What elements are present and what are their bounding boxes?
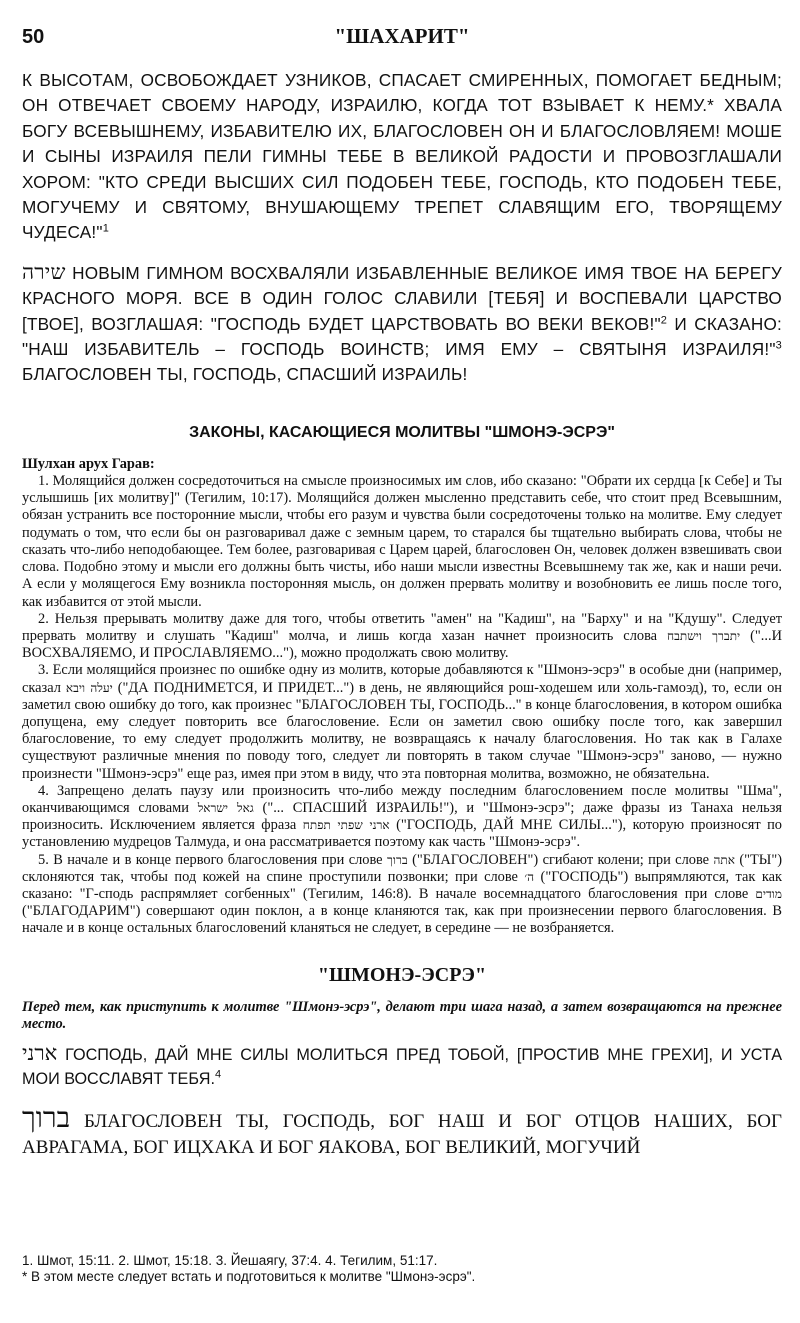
law-5-text-a: 5. В начале и в конце первого благословения при слове [38, 851, 383, 868]
footnote-star: * В этом месте следует встать и подготовиться к молитве "Шмонэ-эсрэ". [22, 1269, 476, 1284]
instruction-text: Перед тем, как приступить к молитве "Шмонэ-эсрэ", делают три шага назад, а затем возвращаются на прежнее место. [22, 998, 782, 1032]
footnote-references: 1. Шмот, 15:11. 2. Шмот, 15:18. 3. Йешаягу, 37:4. 4. Тегилим, 51:17. [22, 1253, 438, 1268]
footnote-ref-4: 4 [214, 1068, 222, 1081]
law-2-hebrew: יתברך וישתבח [667, 628, 741, 643]
law-2 [22, 611, 782, 663]
law-3-hebrew: יעלה ויבא [65, 680, 113, 695]
laws-block [22, 456, 782, 938]
law-5-hebrew: ברוך [386, 852, 408, 867]
laws-source: Шулхан арух Гарав: [22, 455, 155, 472]
law-5-hebrew-3: ה׳ [524, 869, 535, 884]
law-5-text-c: ("ТЫ") склоняются так, чтобы под кожей на спине проступили позвонки; при слове [22, 851, 782, 885]
law-5-text-d: ("ГОСПОДЬ") выпрямляются, так как сказано: "Г-сподь распрямляет согбенных" (Тегилим, 146:8). В начале восемнадцатого благословения при слове [22, 868, 782, 902]
paragraph-2-text-c: БЛАГОСЛОВЕН ТЫ, ГОСПОДЬ, СПАСШИЙ ИЗРАИЛЬ! [22, 364, 468, 385]
paragraph-2-text-a: НОВЫМ ГИМНОМ ВОСХВАЛЯЛИ ИЗБАВЛЕННЫЕ ВЕЛИКОЕ ИМЯ ТВОЕ НА БЕРЕГУ КРАСНОГО МОРЯ. ВСЕ В ОДИН ГОЛОС СЛАВИЛИ [ТЕБЯ] И ВОСПЕВАЛИ ЦАРСТВО [ТВОЕ], ВОЗГЛАШАЯ: "ГОСПОДЬ БУДЕТ ЦАРСТВОВАТЬ ВО ВЕКИ ВЕКОВ!" [22, 262, 782, 334]
law-4 [22, 783, 782, 852]
footnotes [22, 1253, 782, 1285]
law-4-text-c: ("ГОСПОДЬ, ДАЙ МНЕ СИЛЫ..."), которую произносят по установлению мудрецов Талмуда, и она рассматривается поэтому как часть "Шмонэ-эсрэ". [22, 817, 783, 851]
running-title: "ШАХАРИТ" [334, 24, 470, 48]
paragraph-2 [22, 260, 782, 388]
law-2-text-a: 2. Нельзя прерывать молитву даже для того, чтобы ответить "амен" на "Кадиш", на "Барху" и на "Кдушу". Следует прервать молитву и слушать "Кадиш" молча, и лишь когда хазан начнет произносить слова [22, 610, 782, 644]
hebrew-keyword-adonai: ארני [22, 1040, 58, 1065]
law-4-text-b: ("... СПАСШИЙ ИЗРАИЛЬ!"), и "Шмонэ-эсрэ"; даже фразы из Танаха нельзя произносить. Исключением является фраза [22, 799, 782, 834]
law-4-hebrew-2: ארני שפתי תפתח [302, 818, 390, 833]
law-1: 1. Молящийся должен сосредоточиться на смысле произносимых им слов, ибо сказано: "Обрати их сердца [к Себе] и Ты услышишь [их молитву]" (Тегилим, 10:17). Молящийся должен мысленно представить себе, что стоит пред Всевышним, обязан устранить все посторонние мысли, чтобы его разум и чувства были сосредоточены только на молитве. Ему следует подумать о том, что если бы он разговаривал даже с земным царем, то старался бы тщательно выбирать слова, чтобы не сказать что-либо неподобающее. Тем более, разговаривая с Царем царей, благословен Он, человек должен взвешивать свои слова. Подобно этому и мысли его должны быть чисты, ибо наши мысли известны Всевышнему так же, как и наши речи. А если у молящегося Ему возникла посторонняя мысль, он должен прервать молитву и возобновить ее лишь после того, как избавится от этой мысли. [22, 473, 782, 610]
prayer-baruch [22, 1100, 783, 1161]
section-title-shmone-esre: "ШМОНЭ-ЭСРЭ" [317, 963, 487, 986]
law-5 [22, 852, 782, 938]
paragraph-2-text-b: И СКАЗАНО: "НАШ ИЗБАВИТЕЛЬ – ГОСПОДЬ ВОИНСТВ; ИМЯ ЕМУ – СВЯТЫНЯ ИЗРАИЛЯ!" [22, 313, 782, 360]
page-content [22, 18, 782, 1161]
law-3-text-b: ("ДА ПОДНИМЕТСЯ, И ПРИДЕТ...") в день, не являющийся рош-ходешем или холь-гамоэд), то, если он заметил свою ошибку до того, как произнес "БЛАГОСЛОВЕН ТЫ, ГОСПОДЬ..." в конце благословения, в котором ошибка допущена, ему следует повторить все благословение. Если он заметил свою ошибку после того, как завершил благословение, то ему следует продолжить молитву, не возвращаясь к началу благословения. Но так как в Галахе существуют различные мнения по поводу того, следует ли повторять в таком случае "Шмонэ-эсрэ" заново, — нужно произнести "Шмонэ-эсрэ" еще раз, имея при этом в виду, что эта повторная молитва, возможно, не обязательна. [22, 679, 782, 782]
law-2-text-b: ("...И ВОСХВАЛЯЕМО, И ПРОСЛАВЛЯЕМО..."), можно продолжать свою молитву. [22, 627, 782, 662]
footnote-ref-3: 3 [775, 339, 782, 352]
page-header [22, 18, 782, 60]
law-4-text-a: 4. Запрещено делать паузу или произносить что-либо между последним благословением после молитвы "Шма", оканчивающимся словами [22, 782, 782, 816]
paragraph-1-text: К ВЫСОТАМ, ОСВОБОЖДАЕТ УЗНИКОВ, СПАСАЕТ СМИРЕННЫХ, ПОМОГАЕТ БЕДНЫМ; ОН ОТВЕЧАЕТ СВОЕМУ НАРОДУ, ИЗРАИЛЮ, КОГДА ТОТ ВЗЫВАЕТ К НЕМУ.* ХВАЛА БОГУ ВСЕВЫШНЕМУ, ИЗБАВИТЕЛЮ ИХ, БЛАГОСЛОВЕН ОН И БЛАГОСЛОВЛЯЕМ! МОШЕ И СЫНЫ ИЗРАИЛЯ ПЕЛИ ГИМНЫ ТЕБЕ В ВЕЛИКОЙ РАДОСТИ И ПРОВОЗГЛАШАЛИ ХОРОМ: "КТО СРЕДИ ВЫСШИХ СИЛ ПОДОБЕН ТЕБЕ, ГОСПОДЬ, КТО ПОДОБЕН ТЕБЕ, МОГУЧЕМУ И СВЯТОМУ, ВНУШАЮЩЕМУ ТРЕПЕТ СЛАВЯЩИМ ЕГО, ТВОРЯЩЕМУ ЧУДЕСА!" [22, 70, 782, 243]
hebrew-keyword-baruch: ברוך [22, 1100, 71, 1134]
law-5-hebrew-2: אתה [713, 852, 735, 867]
section-title-laws: ЗАКОНЫ, КАСАЮЩИЕСЯ МОЛИТВЫ "ШМОНЭ-ЭСРЭ" [189, 423, 615, 441]
law-4-hebrew: גאל ישראל [197, 800, 254, 815]
prayer-baruch-text: БЛАГОСЛОВЕН ТЫ, ГОСПОДЬ, БОГ НАШ И БОГ ОТЦОВ НАШИХ, БОГ АВРАГАМА, БОГ ИЦХАКА И БОГ ЯАКОВА, БОГ ВЕЛИКИЙ, МОГУЧИЙ [22, 1110, 783, 1158]
law-3 [22, 662, 782, 782]
footnote-ref-1: 1 [102, 222, 110, 235]
law-5-text-b: ("БЛАГОСЛОВЕН") сгибают колени; при слове [412, 851, 710, 868]
law-5-text-e: ("БЛАГОДАРИМ") совершают один поклон, а в конце кланяются так, как при произнесении первого благословения. В начале и в конце остальных благословений кланяться не следует, в середине — не возбраняется. [22, 903, 782, 937]
prayer-adonai-text: ГОСПОДЬ, ДАЙ МНЕ СИЛЫ МОЛИТЬСЯ ПРЕД ТОБОЙ, [ПРОСТИВ МНЕ ГРЕХИ], И УСТА МОИ ВОССЛАВЯТ ТЕБЯ. [22, 1045, 782, 1088]
law-5-hebrew-4: מודים [755, 886, 782, 901]
footnote-ref-2: 2 [660, 313, 668, 326]
paragraph-1 [22, 68, 782, 246]
page-number: 50 [22, 26, 45, 48]
prayer-adonai [22, 1041, 782, 1091]
law-3-text-a: 3. Если молящийся произнес по ошибке одну из молитв, которые добавляются к "Шмонэ-эсрэ" в особые дни (например, сказал [22, 662, 782, 696]
hebrew-keyword-shira: שירה [22, 259, 66, 284]
